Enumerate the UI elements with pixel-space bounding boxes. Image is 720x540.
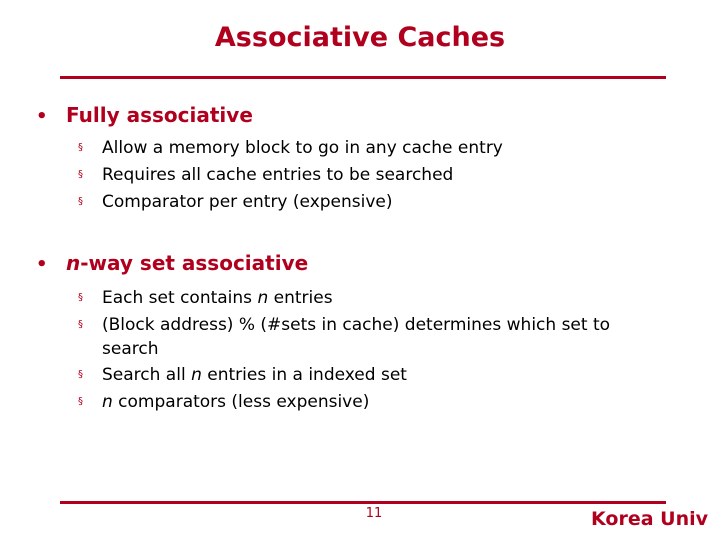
page-number: 11 [365,506,383,521]
footer-divider [60,501,666,504]
list-item [78,388,648,415]
square-bullet-icon: § [78,319,83,330]
list-item-text: n comparators (less expensive) [102,392,370,412]
section-heading-italic: n [66,251,81,275]
list-item-text: Allow a memory block to go in any cache entry [102,138,503,158]
bullet-dot-icon: • [36,106,48,127]
list-item [78,311,648,361]
square-bullet-icon: § [78,169,83,180]
bullet-dot-icon: • [36,254,48,275]
list-item [78,284,648,311]
list-item-text: Comparator per entry (expensive) [102,192,393,212]
square-bullet-icon: § [78,369,83,380]
section-heading-n-way-set-associative [36,251,308,275]
section-items-n-way [78,284,648,415]
title-divider [60,76,666,79]
list-item [78,134,648,161]
list-item-text: Requires all cache entries to be searched [102,165,454,185]
list-item-text: (Block address) % (#sets in cache) determines which set to search [102,315,611,359]
list-item-text: Each set contains n entries [102,288,333,308]
slide-title: Associative Caches [214,22,506,53]
square-bullet-icon: § [78,196,83,207]
square-bullet-icon: § [78,292,83,303]
square-bullet-icon: § [78,142,83,153]
section-items-fully-associative [78,134,648,215]
section-heading-text: -way set associative [80,251,309,275]
square-bullet-icon: § [78,396,83,407]
list-item-text: Search all n entries in a indexed set [102,365,407,385]
brand-logo-text: Korea Univ [591,508,708,530]
section-heading-fully-associative [36,103,253,127]
list-item [78,361,648,388]
list-item [78,188,648,215]
list-item [78,161,648,188]
section-heading-text: Fully associative [66,103,253,127]
